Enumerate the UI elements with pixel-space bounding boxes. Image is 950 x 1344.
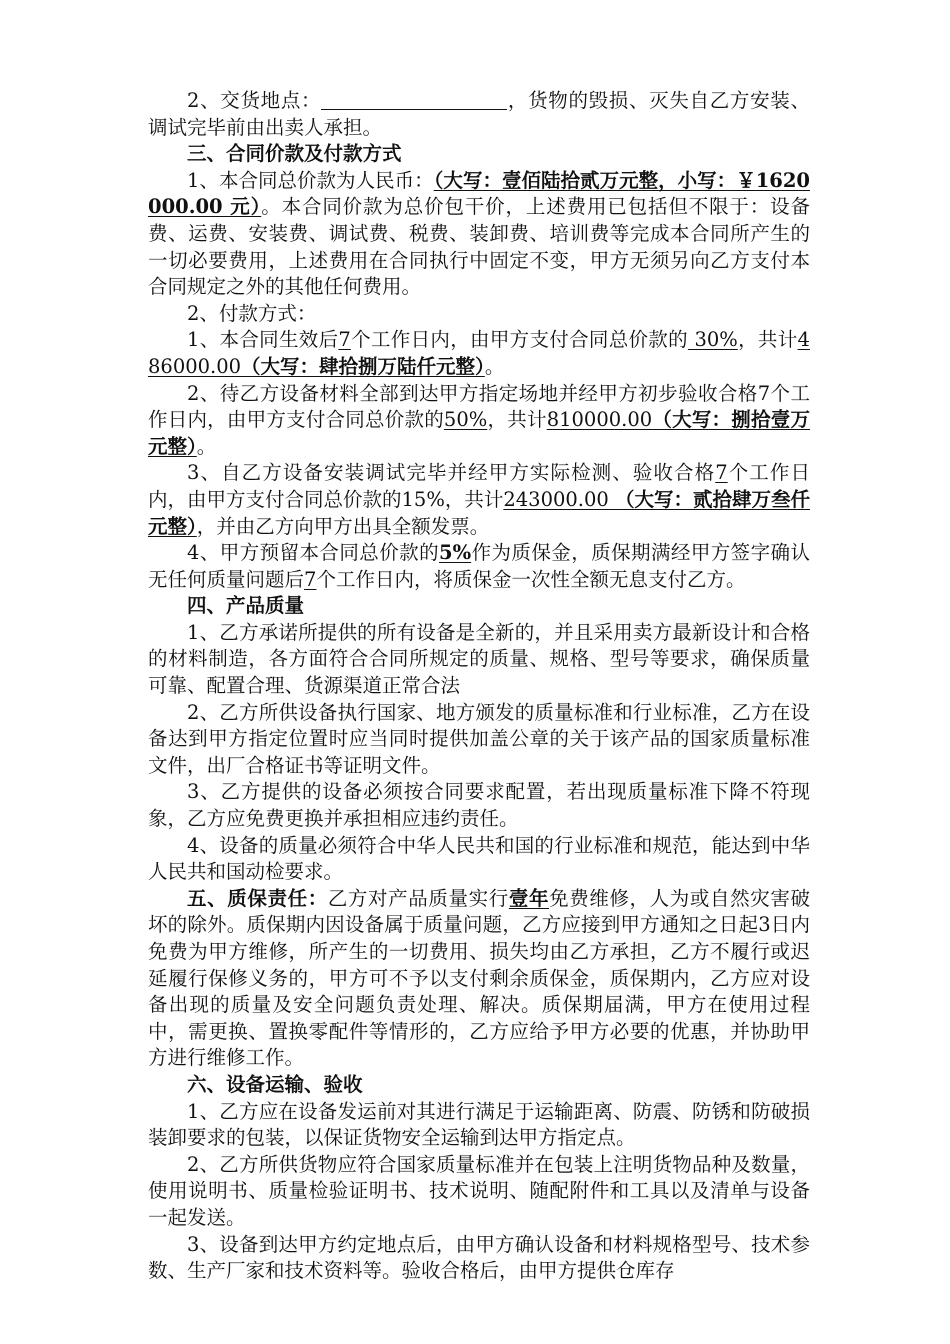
payment-item-2: 2、待乙方设备材料全部到达甲方指定场地并经甲方初步验收合格7个工作日内，由甲方支付合同总价款的50%，共计810000.00（大写：捌拾壹万元整）。: [148, 381, 810, 458]
payment-item-3: 3、自乙方设备安装调试完毕并经甲方实际检测、验收合格7个工作日内，由甲方支付合同总价款的15%，共计243000.00 （大写：贰拾肆万叁仟元整），并由乙方向甲方出具全额发票。: [148, 461, 811, 538]
transport-item-2: 2、乙方所供货物应符合国家质量标准并在包装上注明货物品种及数量，使用说明书、质量检验证明书、技术说明、随配附件和工具以及清单与设备一起发送。: [148, 1152, 810, 1229]
section3-heading: 三、合同价款及付款方式: [187, 142, 402, 166]
section4-heading: 四、产品质量: [187, 594, 305, 618]
total-price-amount: （大写：壹佰陆拾贰万元整，小写：￥1620000.00 元）: [148, 168, 810, 219]
quality-item-2: 2、乙方所供设备执行国家、地方颁发的质量标准和行业标准，乙方在设备达到甲方指定位置时应当同时提供加盖公章的关于该产品的国家质量标准文件，出厂合格证书等证明文件。: [148, 700, 810, 777]
delivery-label: 2、交货地点：: [187, 89, 322, 112]
delivery-rest: ，货物的毁损、灭失自乙方安装、调试完毕前由出卖人承担。: [148, 89, 810, 139]
transport-item-1: 1、乙方应在设备发运前对其进行满足于运输距离、防震、防锈和防破损装卸要求的包装，以保证货物安全运输到达甲方指定点。: [148, 1099, 810, 1150]
section6-heading: 六、设备运输、验收: [187, 1072, 363, 1096]
quality-item-4: 4、设备的质量必须符合中华人民共和国的行业标准和规范，能达到中华人民共和国动检要求。: [148, 833, 810, 884]
payment-item-4: 4、甲方预留本合同总价款的5%作为质保金，质保期满经甲方签字确认无任何质量问题后7个工作日内，将质保金一次性全额无息支付乙方。: [148, 541, 810, 591]
payment-item-1: 1、本合同生效后7个工作日内，由甲方支付合同总价款的 30%，共计486000.00（大写：肆拾捌万陆仟元整）。: [148, 328, 810, 378]
delivery-location-blank: [321, 91, 507, 110]
transport-item-3: 3、设备到达甲方约定地点后，由甲方确认设备和材料规格型号、技术参数、生产厂家和技术资料等。验收合格后，由甲方提供仓库存: [148, 1232, 810, 1283]
quality-item-3: 3、乙方提供的设备必须按合同要求配置，若出现质量标准下降不符现象，乙方应免费更换并承担相应违约责任。: [148, 780, 810, 831]
total-price-clause: 1、本合同总价款为人民币：（大写：壹佰陆拾贰万元整，小写：￥1620000.00 元）。本合同价款为总价包干价，上述费用已包括但不限于：设备费、运费、安装费、调试费、税费、装卸费、培训费等完成本合同所产生的一切必要费用，上述费用在合同执行中固定不变，甲方无须另向乙方支付本合同规定之外的其他任何费用。: [148, 168, 810, 299]
payment-method-label: 2、付款方式：: [187, 301, 317, 325]
warranty-period: 壹年: [508, 886, 550, 910]
delivery-clause: [148, 88, 810, 141]
section5-heading: 五、质保责任：: [187, 886, 328, 910]
warranty-clause: 五、质保责任：乙方对产品质量实行壹年免费维修，人为或自然灾害破坏的除外。质保期内因设备属于质量问题，乙方应接到甲方通知之日起3日内免费为甲方维修，所产生的一切费用、损失均由乙方承担，乙方不履行或迟延履行保修义务的，甲方可不予以支付剩余质保金，质保期内，乙方应对设备出现的质量及安全问题负责处理、解决。质保期届满，甲方在使用过程中，需更换、置换零配件等情形的，乙方应给予甲方必要的优惠，并协助甲方进行维修工作。: [148, 886, 810, 1070]
contract-page: [148, 88, 810, 1285]
quality-item-1: 1、乙方承诺所提供的所有设备是全新的，并且采用卖方最新设计和合格的材料制造，各方面符合合同所规定的质量、规格、型号等要求，确保质量可靠、配置合理、货源渠道正常合法: [148, 620, 810, 698]
